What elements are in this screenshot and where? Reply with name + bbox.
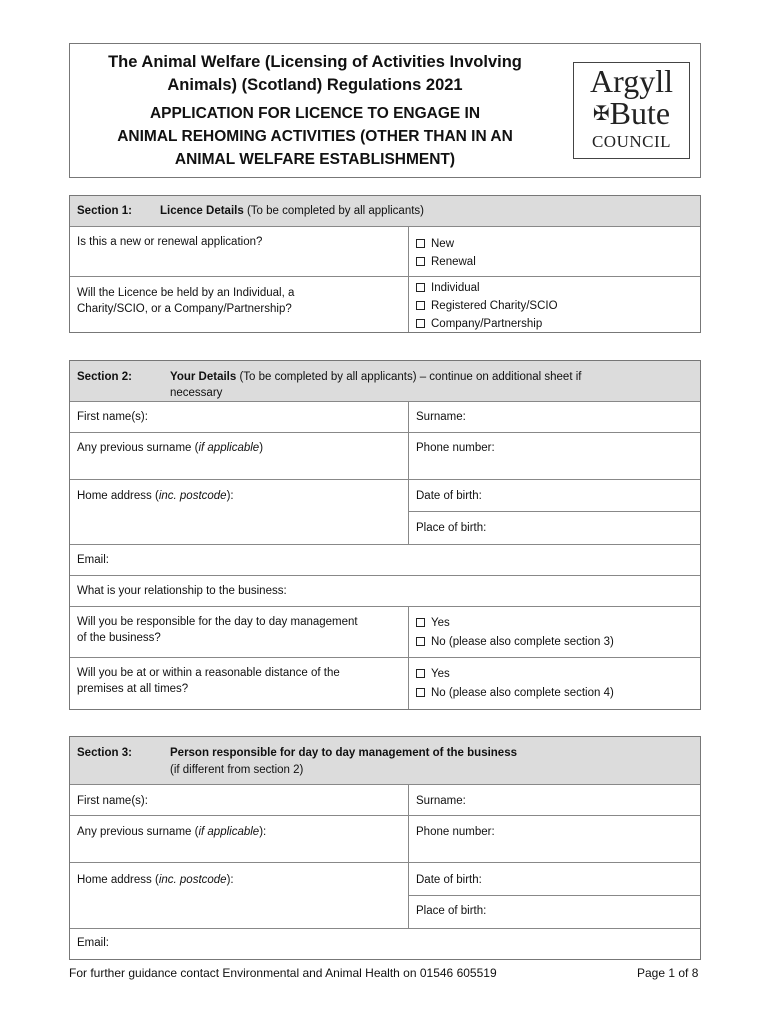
celtic-cross-icon: ✠ (592, 103, 610, 125)
logo-text-council: COUNCIL (591, 132, 672, 151)
field-manager-email[interactable]: Email: (77, 937, 109, 949)
footer-guidance: For further guidance contact Environmental and Animal Health on 01546 605519 (69, 966, 497, 980)
form-subtitle-line3: ANIMAL WELFARE ESTABLISHMENT) (174, 151, 456, 168)
field-manager-phone-number[interactable]: Phone number: (416, 826, 495, 838)
option-distance-no[interactable]: No (please also complete section 4) (416, 685, 614, 701)
section2-number: Section 2: (77, 371, 132, 383)
field-date-of-birth[interactable]: Date of birth: (416, 490, 482, 502)
checkbox-charity[interactable] (416, 301, 425, 310)
checkbox-individual[interactable] (416, 283, 425, 292)
form-title-line2: Animals) (Scotland) Regulations 2021 (167, 76, 463, 94)
question-holder-line2: Charity/SCIO, or a Company/Partnership? (77, 303, 292, 315)
question-management-line1: Will you be responsible for the day to day management (77, 616, 358, 628)
logo-text-argyll: Argyll (590, 63, 673, 99)
section3-note: (if different from section 2) (170, 764, 304, 776)
question-distance-line2: premises at all times? (77, 683, 189, 695)
section1-number: Section 1: (77, 205, 132, 217)
option-individual[interactable]: Individual (416, 280, 480, 296)
checkbox-company[interactable] (416, 319, 425, 328)
logo-line2 (574, 97, 689, 130)
checkbox-distance-no[interactable] (416, 688, 425, 697)
footer-page-number: Page 1 of 8 (637, 966, 699, 980)
field-previous-surname[interactable]: Any previous surname (if applicable) (77, 442, 264, 454)
field-manager-home-address[interactable]: Home address (inc. postcode): (77, 874, 234, 886)
logo-text-bute: Bute (609, 95, 671, 131)
field-manager-first-name[interactable]: First name(s): (77, 795, 148, 807)
field-manager-date-of-birth[interactable]: Date of birth: (416, 874, 482, 886)
checkbox-distance-yes[interactable] (416, 669, 425, 678)
section2-note-line2: necessary (170, 387, 223, 399)
section3-title: Person responsible for day to day management of the business (170, 747, 517, 759)
field-manager-previous-surname[interactable]: Any previous surname (if applicable): (77, 826, 267, 838)
form-subtitle-line1: APPLICATION FOR LICENCE TO ENGAGE IN (149, 105, 481, 122)
field-manager-surname[interactable]: Surname: (416, 795, 466, 807)
question-management-line2: of the business? (77, 632, 161, 644)
field-email[interactable]: Email: (77, 554, 109, 566)
checkbox-management-no[interactable] (416, 637, 425, 646)
checkbox-management-yes[interactable] (416, 618, 425, 627)
option-charity[interactable]: Registered Charity/SCIO (416, 298, 558, 314)
form-subtitle-line2: ANIMAL REHOMING ACTIVITIES (OTHER THAN IN AN (117, 128, 513, 145)
field-relationship[interactable]: What is your relationship to the business: (77, 585, 287, 597)
option-new[interactable]: New (416, 236, 454, 252)
checkbox-new[interactable] (416, 239, 425, 248)
field-manager-place-of-birth[interactable]: Place of birth: (416, 905, 487, 917)
form-title-line1: The Animal Welfare (Licensing of Activities Involving (108, 53, 522, 71)
field-home-address[interactable]: Home address (inc. postcode): (77, 490, 234, 502)
option-management-yes[interactable]: Yes (416, 615, 450, 631)
section2-title: Your Details (To be completed by all applicants) – continue on additional sheet if (170, 371, 582, 383)
question-distance-line1: Will you be at or within a reasonable distance of the (77, 667, 340, 679)
option-management-no[interactable]: No (please also complete section 3) (416, 634, 614, 650)
checkbox-renewal[interactable] (416, 257, 425, 266)
option-renewal[interactable]: Renewal (416, 254, 476, 270)
section3-number: Section 3: (77, 747, 132, 759)
field-phone-number[interactable]: Phone number: (416, 442, 495, 454)
council-logo (573, 62, 690, 159)
option-distance-yes[interactable]: Yes (416, 666, 450, 682)
option-company[interactable]: Company/Partnership (416, 316, 542, 332)
question-application-type: Is this a new or renewal application? (77, 236, 263, 248)
field-surname[interactable]: Surname: (416, 411, 466, 423)
field-place-of-birth[interactable]: Place of birth: (416, 522, 487, 534)
field-first-name[interactable]: First name(s): (77, 411, 148, 423)
question-holder-line1: Will the Licence be held by an Individual, a (77, 287, 295, 299)
section1-title: Licence Details (To be completed by all applicants) (160, 205, 425, 217)
